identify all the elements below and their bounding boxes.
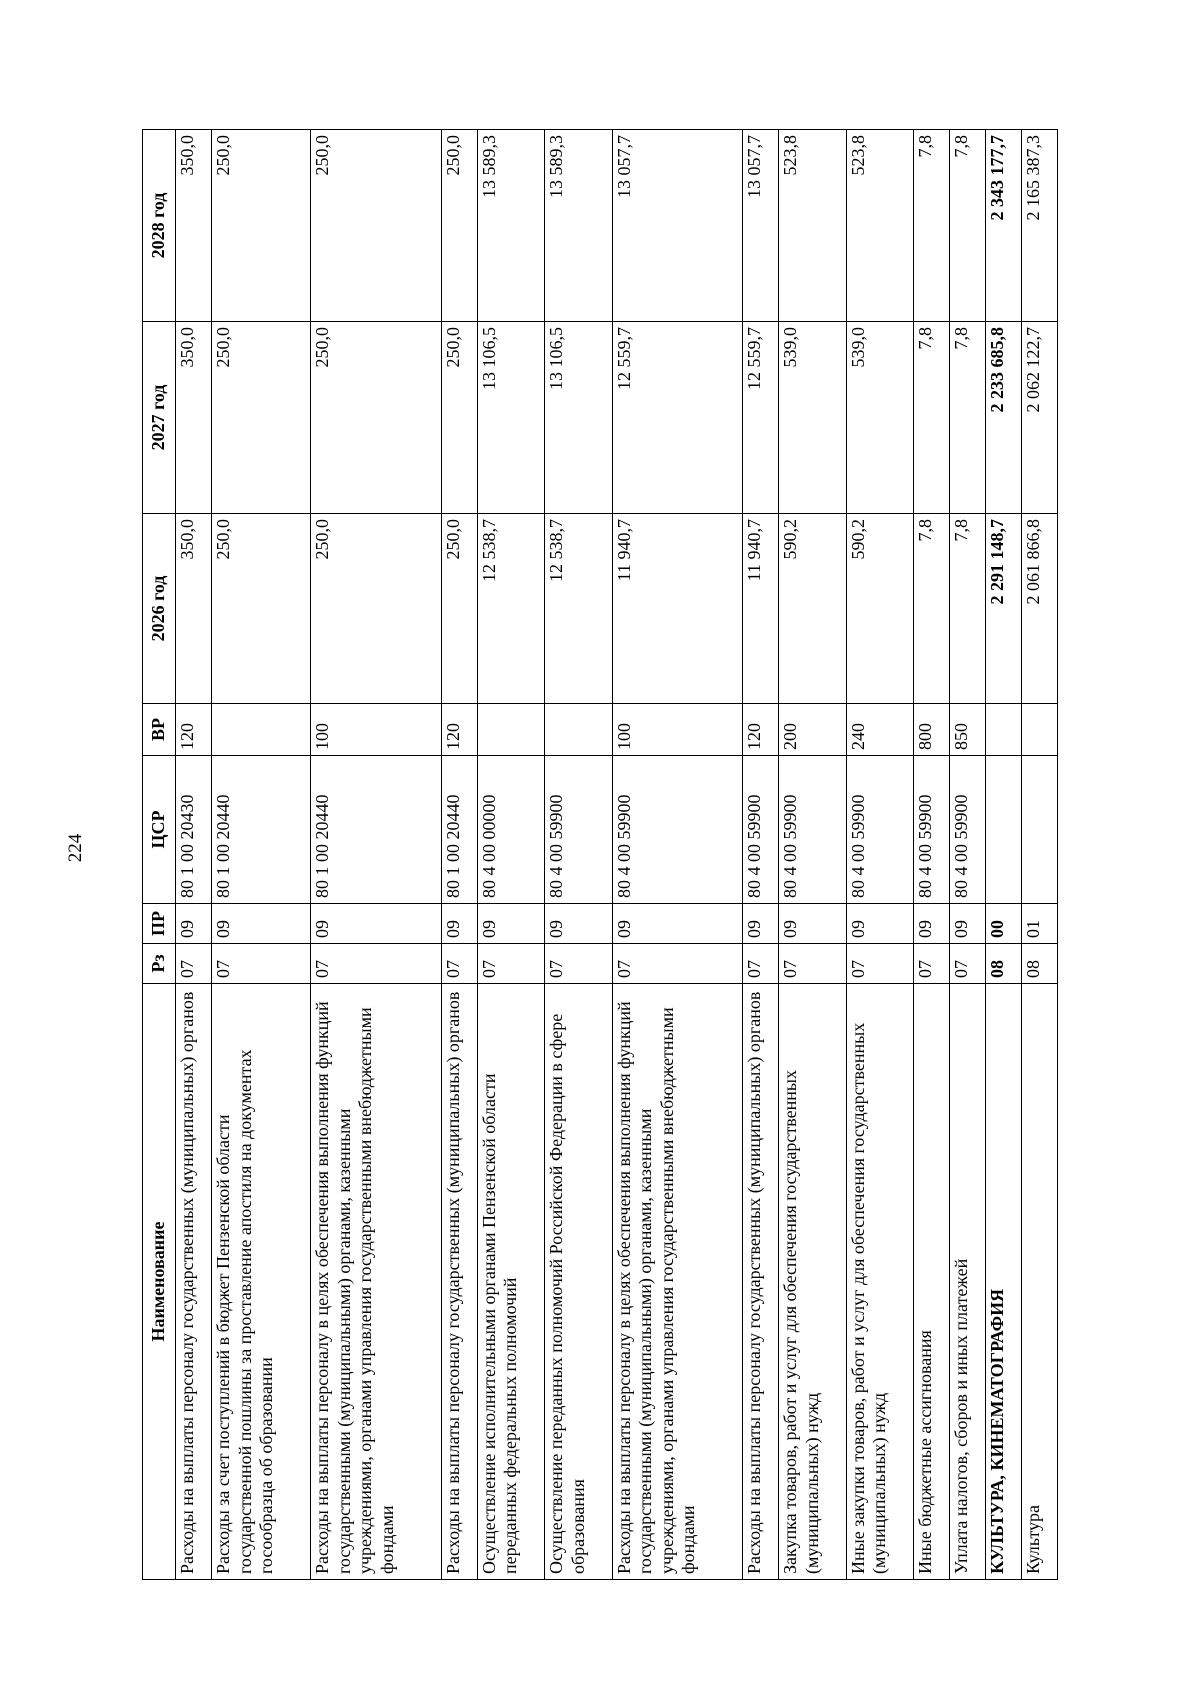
header-2026: 2026 год [143, 514, 176, 704]
cell-name: Расходы на выплаты персоналу в целях обеспечения выполнения функций государственными (муниципальными) органами, казенными учреждениями, органами управления государственными внебюджетными фондами [311, 984, 442, 1580]
cell-pr: 09 [950, 904, 986, 944]
cell-2027: 12 559,7 [612, 322, 743, 514]
cell-vr [986, 704, 1022, 756]
table-row [477, 130, 545, 1580]
cell-rz: 07 [914, 944, 950, 984]
cell-pr: 09 [441, 904, 477, 944]
cell-name: Расходы на выплаты персоналу государственных (муниципальных) органов [743, 984, 779, 1580]
cell-csr: 80 1 00 20430 [176, 756, 212, 904]
cell-name: Расходы на выплаты персоналу в целях обеспечения выполнения функций государственными (муниципальными) органами, казенными учреждениями, органами управления государственными внебюджетными фондами [612, 984, 743, 1580]
cell-rz: 07 [545, 944, 613, 984]
cell-vr: 100 [612, 704, 743, 756]
cell-csr [986, 756, 1022, 904]
cell-name: Расходы на выплаты персоналу государственных (муниципальных) органов [441, 984, 477, 1580]
page-number: 224 [65, 833, 86, 863]
cell-2026: 250,0 [441, 514, 477, 704]
cell-2027: 250,0 [211, 322, 310, 514]
cell-pr: 09 [311, 904, 442, 944]
cell-2028: 250,0 [311, 130, 442, 322]
cell-vr: 120 [743, 704, 779, 756]
header-2028: 2028 год [143, 130, 176, 322]
cell-2028: 250,0 [211, 130, 310, 322]
header-vr: ВР [143, 704, 176, 756]
cell-vr [1021, 704, 1057, 756]
cell-rz: 07 [441, 944, 477, 984]
cell-csr: 80 4 00 59900 [612, 756, 743, 904]
cell-2026: 2 061 866,8 [1021, 514, 1057, 704]
cell-pr: 09 [914, 904, 950, 944]
budget-table [142, 129, 1058, 1580]
header-name: Наименование [143, 984, 176, 1580]
cell-vr [477, 704, 545, 756]
cell-2026: 350,0 [176, 514, 212, 704]
header-pr: ПР [143, 904, 176, 944]
cell-pr: 01 [1021, 904, 1057, 944]
rotated-table-wrapper [142, 130, 1058, 1580]
cell-vr: 200 [779, 704, 847, 756]
cell-pr: 00 [986, 904, 1022, 944]
cell-rz: 07 [779, 944, 847, 984]
cell-2026: 11 940,7 [743, 514, 779, 704]
cell-csr: 80 4 00 59900 [743, 756, 779, 904]
cell-2028: 523,8 [779, 130, 847, 322]
cell-2026: 11 940,7 [612, 514, 743, 704]
cell-csr: 80 4 00 00000 [477, 756, 545, 904]
cell-name: Расходы на выплаты персоналу государственных (муниципальных) органов [176, 984, 212, 1580]
cell-rz: 07 [211, 944, 310, 984]
cell-2027: 7,8 [950, 322, 986, 514]
header-rz: Рз [143, 944, 176, 984]
cell-csr: 80 1 00 20440 [441, 756, 477, 904]
cell-2026: 12 538,7 [545, 514, 613, 704]
cell-2027: 539,0 [779, 322, 847, 514]
table-row [545, 130, 613, 1580]
cell-2028: 7,8 [914, 130, 950, 322]
cell-2028: 7,8 [950, 130, 986, 322]
cell-2026: 2 291 148,7 [986, 514, 1022, 704]
cell-name: Осуществление исполнительными органами Пензенской области переданных федеральных полномочий [477, 984, 545, 1580]
cell-name: КУЛЬТУРА, КИНЕМАТОГРАФИЯ [986, 984, 1022, 1580]
cell-csr: 80 4 00 59900 [914, 756, 950, 904]
cell-rz: 07 [477, 944, 545, 984]
cell-pr: 09 [779, 904, 847, 944]
cell-name: Закупка товаров, работ и услуг для обеспечения государственных (муниципальных) нужд [779, 984, 847, 1580]
table-row [743, 130, 779, 1580]
cell-vr: 240 [846, 704, 914, 756]
cell-pr: 09 [846, 904, 914, 944]
cell-rz: 07 [176, 944, 212, 984]
cell-2026: 7,8 [950, 514, 986, 704]
table-header-row [143, 130, 176, 1580]
table-row [1021, 130, 1057, 1580]
cell-pr: 09 [545, 904, 613, 944]
cell-vr: 100 [311, 704, 442, 756]
cell-csr: 80 4 00 59900 [846, 756, 914, 904]
cell-2026: 250,0 [311, 514, 442, 704]
cell-pr: 09 [612, 904, 743, 944]
table-row [914, 130, 950, 1580]
cell-2028: 350,0 [176, 130, 212, 322]
cell-vr [545, 704, 613, 756]
cell-2026: 12 538,7 [477, 514, 545, 704]
cell-csr: 80 4 00 59900 [950, 756, 986, 904]
cell-vr: 120 [176, 704, 212, 756]
cell-2028: 13 057,7 [743, 130, 779, 322]
cell-2027: 7,8 [914, 322, 950, 514]
cell-2028: 2 165 387,3 [1021, 130, 1057, 322]
table-row [986, 130, 1022, 1580]
cell-vr: 800 [914, 704, 950, 756]
cell-csr [1021, 756, 1057, 904]
table-row [846, 130, 914, 1580]
table-body [176, 130, 1058, 1580]
cell-2028: 13 589,3 [477, 130, 545, 322]
cell-name: Иные закупки товаров, работ и услуг для обеспечения государственных (муниципальных) нужд [846, 984, 914, 1580]
table-row [176, 130, 212, 1580]
cell-2027: 539,0 [846, 322, 914, 514]
cell-2028: 2 343 177,7 [986, 130, 1022, 322]
cell-2027: 2 233 685,8 [986, 322, 1022, 514]
cell-2027: 2 062 122,7 [1021, 322, 1057, 514]
cell-2028: 13 589,3 [545, 130, 613, 322]
cell-name: Культура [1021, 984, 1057, 1580]
cell-2026: 7,8 [914, 514, 950, 704]
cell-2026: 250,0 [211, 514, 310, 704]
cell-rz: 07 [612, 944, 743, 984]
cell-name: Уплата налогов, сборов и иных платежей [950, 984, 986, 1580]
cell-csr: 80 4 00 59900 [545, 756, 613, 904]
cell-pr: 09 [477, 904, 545, 944]
cell-2028: 250,0 [441, 130, 477, 322]
table-row [441, 130, 477, 1580]
cell-vr [211, 704, 310, 756]
table-row [311, 130, 442, 1580]
cell-rz: 08 [986, 944, 1022, 984]
cell-pr: 09 [211, 904, 310, 944]
cell-2027: 12 559,7 [743, 322, 779, 514]
cell-2027: 250,0 [311, 322, 442, 514]
table-row [779, 130, 847, 1580]
cell-csr: 80 1 00 20440 [311, 756, 442, 904]
cell-2027: 250,0 [441, 322, 477, 514]
cell-pr: 09 [176, 904, 212, 944]
cell-rz: 07 [846, 944, 914, 984]
cell-2026: 590,2 [846, 514, 914, 704]
cell-name: Иные бюджетные ассигнования [914, 984, 950, 1580]
cell-csr: 80 1 00 20440 [211, 756, 310, 904]
table-row [612, 130, 743, 1580]
cell-2027: 350,0 [176, 322, 212, 514]
cell-name: Расходы за счет поступлений в бюджет Пензенской области государственной пошлины за проставление апостиля на документах госообразца об образовании [211, 984, 310, 1580]
cell-name: Осуществление переданных полномочий Российской Федерации в сфере образования [545, 984, 613, 1580]
cell-2028: 13 057,7 [612, 130, 743, 322]
cell-csr: 80 4 00 59900 [779, 756, 847, 904]
cell-2028: 523,8 [846, 130, 914, 322]
cell-vr: 850 [950, 704, 986, 756]
cell-rz: 07 [743, 944, 779, 984]
cell-rz: 07 [311, 944, 442, 984]
cell-pr: 09 [743, 904, 779, 944]
cell-vr: 120 [441, 704, 477, 756]
cell-rz: 07 [950, 944, 986, 984]
header-2027: 2027 год [143, 322, 176, 514]
table-row [211, 130, 310, 1580]
cell-2027: 13 106,5 [545, 322, 613, 514]
cell-rz: 08 [1021, 944, 1057, 984]
header-csr: ЦСР [143, 756, 176, 904]
cell-2026: 590,2 [779, 514, 847, 704]
table-row [950, 130, 986, 1580]
cell-2027: 13 106,5 [477, 322, 545, 514]
